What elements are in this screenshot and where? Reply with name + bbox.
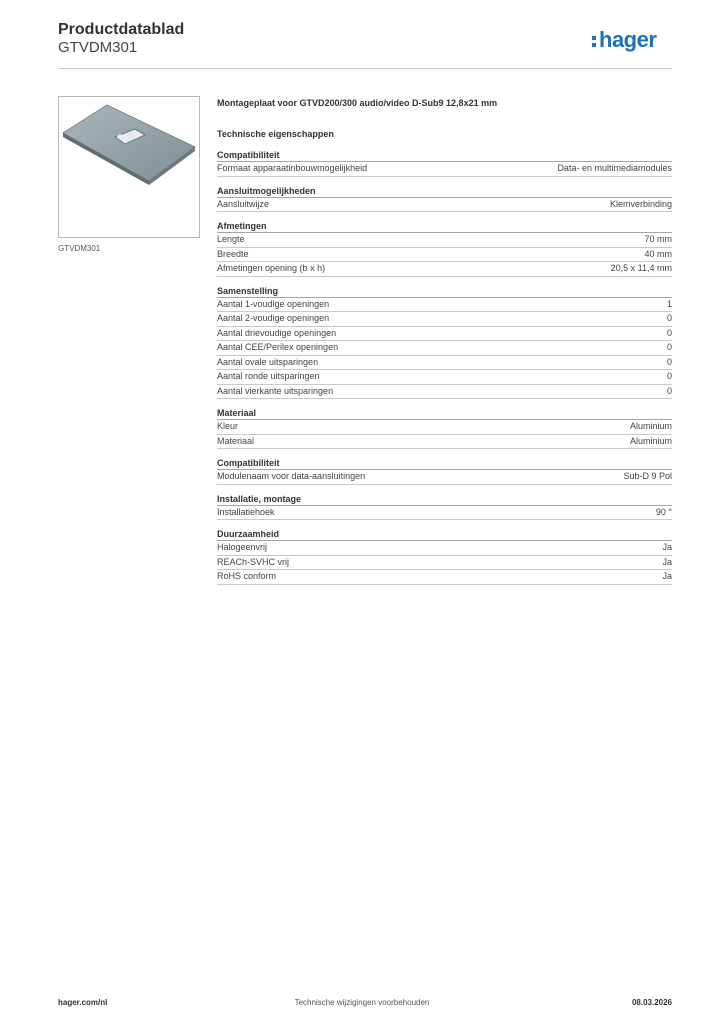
spec-label: Aantal drievoudige openingen [217, 327, 337, 338]
spec-label: Aantal vierkante uitsparingen [217, 385, 334, 396]
spec-value: Data- en multimediamodules [557, 163, 672, 173]
spec-row [217, 420, 672, 435]
spec-row [217, 370, 672, 385]
image-caption: GTVDM301 [58, 244, 101, 253]
spec-sections [217, 149, 672, 585]
spec-label: RoHS conform [217, 571, 277, 581]
header-divider [58, 68, 672, 69]
hager-logo [592, 27, 656, 53]
spec-value: 0 [666, 313, 672, 323]
section-title: Aansluitmogelijkheden [217, 185, 672, 198]
section-title: Compatibiliteit [217, 457, 672, 470]
product-code: GTVDM301 [58, 39, 138, 56]
spec-value: Ja [662, 571, 672, 581]
spec-label: Kleur [217, 421, 239, 431]
section-title: Installatie, montage [217, 493, 672, 506]
spec-label: Materiaal [217, 435, 255, 446]
spec-row [217, 470, 672, 485]
spec-row [217, 233, 672, 248]
spec-value: Ja [662, 542, 672, 552]
spec-row [217, 298, 672, 313]
spec-value: 40 mm [644, 248, 672, 259]
spec-value: Sub-D 9 Pol [623, 471, 672, 481]
spec-value: Ja [662, 556, 672, 567]
spec-label: Aantal ronde uitsparingen [217, 371, 320, 381]
product-image [58, 96, 200, 238]
spec-row [217, 248, 672, 263]
section-title: Compatibiliteit [217, 149, 672, 162]
spec-value: 0 [666, 356, 672, 367]
spec-row [217, 341, 672, 356]
spec-label: Lengte [217, 234, 245, 244]
spec-value: 90 ° [655, 506, 672, 517]
section-title: Samenstelling [217, 285, 672, 298]
spec-row [217, 356, 672, 371]
spec-label: Aansluitwijze [217, 198, 270, 209]
spec-label: Installatiehoek [217, 506, 275, 517]
spec-label: Aantal ovale uitsparingen [217, 356, 319, 367]
spec-row [217, 327, 672, 342]
spec-section [217, 220, 672, 277]
spec-value: 0 [666, 342, 672, 352]
spec-label: Afmetingen opening (b x h) [217, 263, 326, 273]
spec-value: Aluminium [629, 435, 672, 446]
spec-value: 1 [666, 298, 672, 309]
spec-label: Aantal 1-voudige openingen [217, 298, 330, 309]
spec-label: REACh-SVHC vrij [217, 556, 290, 567]
spec-row [217, 262, 672, 277]
section-title: Duurzaamheid [217, 528, 672, 541]
spec-label: Aantal CEE/Perilex openingen [217, 342, 339, 352]
spec-label: Halogeenvrij [217, 542, 268, 552]
spec-value: Klemverbinding [609, 198, 672, 209]
spec-label: Aantal 2-voudige openingen [217, 313, 330, 323]
spec-section [217, 285, 672, 400]
spec-section [217, 185, 672, 213]
spec-row [217, 312, 672, 327]
spec-row [217, 385, 672, 400]
logo-dots-icon [592, 34, 597, 48]
section-title: Materiaal [217, 407, 672, 420]
spec-value: Aluminium [629, 421, 672, 431]
mounting-plate-photo-icon [59, 97, 199, 237]
document-title: Productdatablad [58, 21, 185, 38]
specs-heading: Technische eigenschappen [217, 129, 334, 139]
spec-row [217, 541, 672, 556]
footer-date: 08.03.2026 [631, 998, 672, 1007]
section-title: Afmetingen [217, 220, 672, 233]
product-description: Montageplaat voor GTVD200/300 audio/video D-Sub9 12,8x21 mm [217, 98, 498, 108]
logo-text: hager [599, 27, 657, 52]
spec-value: 0 [666, 385, 672, 396]
spec-label: Modulenaam voor data-aansluitingen [217, 471, 366, 481]
spec-label: Formaat apparaatinbouwmogelijkheid [217, 163, 368, 173]
spec-section [217, 407, 672, 449]
spec-row [217, 570, 672, 585]
footer-website: hager.com/nl [58, 998, 108, 1007]
spec-section [217, 149, 672, 177]
spec-value: 70 mm [644, 234, 672, 244]
spec-section [217, 457, 672, 485]
spec-row [217, 556, 672, 571]
spec-value: 0 [666, 371, 672, 381]
spec-section [217, 528, 672, 585]
spec-value: 20,5 x 11,4 mm [610, 263, 672, 273]
spec-section [217, 493, 672, 521]
spec-row [217, 162, 672, 177]
spec-label: Breedte [217, 248, 249, 259]
spec-row [217, 198, 672, 213]
spec-value: 0 [666, 327, 672, 338]
footer-disclaimer: Technische wijzigingen voorbehouden [294, 998, 430, 1007]
spec-content [217, 96, 672, 585]
spec-row [217, 506, 672, 521]
spec-row [217, 435, 672, 450]
